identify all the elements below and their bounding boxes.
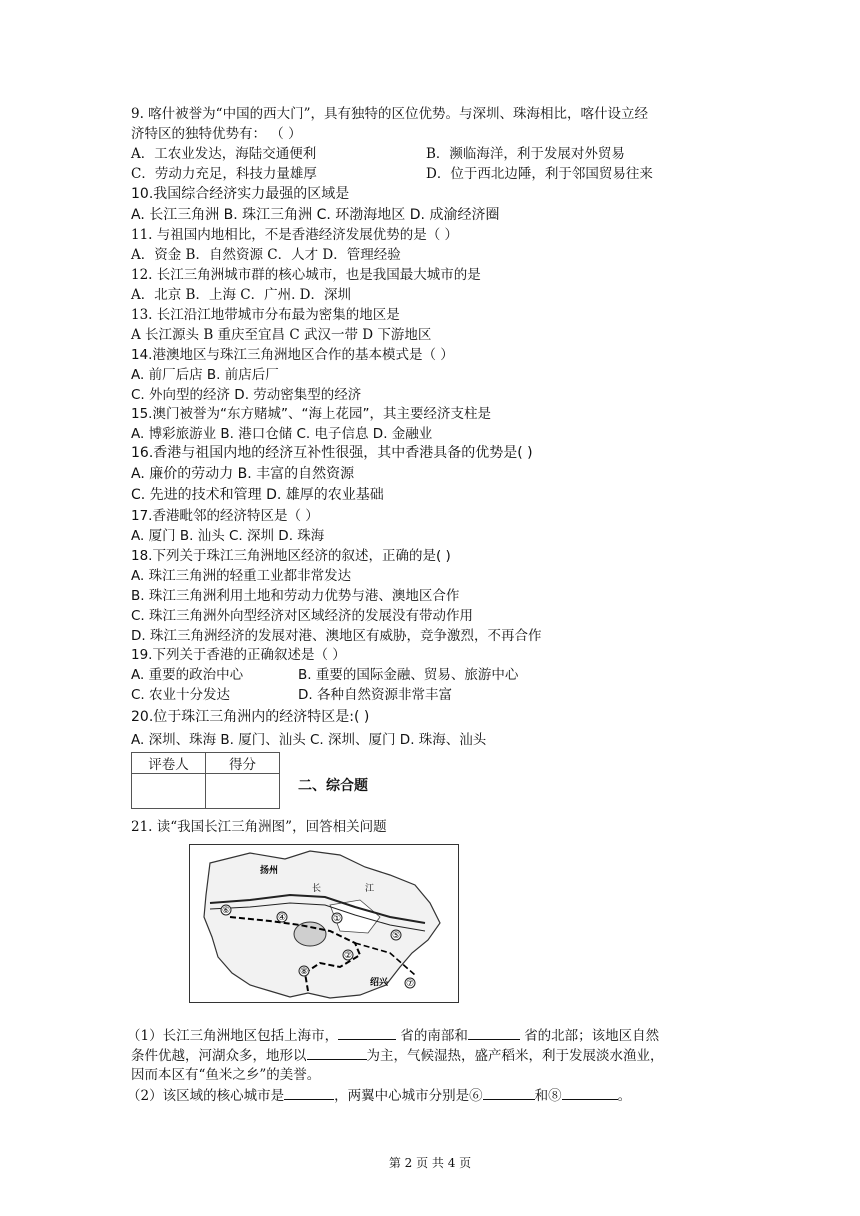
q9-option-b: B．濒临海洋，利于发展对外贸易 xyxy=(426,146,625,162)
q17-options: A. 厦门 B. 汕头 C. 深圳 D. 珠海 xyxy=(131,528,325,544)
q21-part1-line3: 因而本区有“鱼米之乡”的美誉。 xyxy=(131,1067,321,1083)
q11-options: A．资金 B．自然资源 C．人才 D．管理经验 xyxy=(131,247,401,263)
blank-core-city[interactable] xyxy=(284,1086,334,1100)
score-cell[interactable] xyxy=(206,774,280,809)
q9-option-d: D．位于西北边陲，利于邻国贸易往来 xyxy=(426,166,653,182)
q21-p1-text-c: 省的北部；该地区自然 xyxy=(524,1028,660,1044)
q14-options-cd: C. 外向型的经济 D. 劳动密集型的经济 xyxy=(131,387,362,403)
q17-stem: 17.香港毗邻的经济特区是（ ） xyxy=(131,508,319,524)
q19-option-a: A. 重要的政治中心 xyxy=(131,667,244,683)
label-shaoxing: 绍兴 xyxy=(370,978,389,988)
q11-stem: 11. 与祖国内地相比，不是香港经济发展优势的是（ ） xyxy=(131,227,459,243)
section-title: 二、综合题 xyxy=(298,778,368,794)
q19-option-d: D. 各种自然资源非常丰富 xyxy=(298,687,452,703)
score-header: 得分 xyxy=(206,753,280,774)
blank-terrain[interactable] xyxy=(307,1046,367,1060)
q21-part1-line1 xyxy=(127,1026,659,1045)
map-graphic xyxy=(190,845,458,1002)
q18-option-b: B. 珠江三角洲利用土地和劳动力优势与港、澳地区合作 xyxy=(131,588,460,604)
blank-city-8[interactable] xyxy=(562,1086,618,1100)
svg-text:⑤: ⑤ xyxy=(391,931,401,941)
q14-options-ab: A. 前厂后店 B. 前店后厂 xyxy=(131,367,279,383)
q21-p2-text-d: 。 xyxy=(617,1088,632,1104)
q13-options: A 长江源头 B 重庆至宜昌 C 武汉一带 D 下游地区 xyxy=(131,327,432,343)
blank-city-6[interactable] xyxy=(483,1086,535,1100)
reviewer-cell[interactable] xyxy=(132,774,206,809)
q12-stem: 12. 长江三角洲城市群的核心城市，也是我国最大城市的是 xyxy=(131,267,481,283)
svg-text:④: ④ xyxy=(277,913,287,923)
q15-stem: 15.澳门被誉为“东方赌城”、“海上花园”，其主要经济支柱是 xyxy=(131,406,491,422)
blank-province-1[interactable] xyxy=(338,1026,396,1040)
q14-stem: 14.港澳地区与珠江三角洲地区合作的基本模式是（ ） xyxy=(131,347,454,363)
q16-options-cd: C. 先进的技术和管理 D. 雄厚的农业基础 xyxy=(131,487,384,503)
q18-option-a: A. 珠江三角洲的轻重工业都非常发达 xyxy=(131,568,352,584)
score-table xyxy=(131,752,280,809)
svg-text:①: ① xyxy=(332,914,342,924)
q10-options: A. 长江三角洲 B. 珠江三角洲 C. 环渤海地区 D. 成渝经济圈 xyxy=(131,207,500,223)
svg-text:②: ② xyxy=(343,951,353,961)
label-yangzhou: 扬州 xyxy=(260,866,279,876)
page-footer: 第 2 页 共 4 页 xyxy=(388,1156,472,1170)
q9-option-a: A．工农业发达，海陆交通便利 xyxy=(131,146,317,162)
q19-option-b: B. 重要的国际金融、贸易、旅游中心 xyxy=(298,667,519,683)
yangtze-delta-map xyxy=(189,844,459,1003)
svg-text:⑦: ⑦ xyxy=(405,979,415,989)
q20-options: A. 深圳、珠海 B. 厦门、汕头 C. 深圳、厦门 D. 珠海、汕头 xyxy=(131,732,487,748)
taihu-lake xyxy=(294,922,326,946)
q21-p1-text-a: （1）长江三角洲地区包括上海市， xyxy=(127,1028,339,1044)
q21-intro: 21. 读“我国长江三角洲图”，回答相关问题 xyxy=(131,819,387,835)
q19-option-c: C. 农业十分发达 xyxy=(131,687,231,703)
q19-stem: 19.下列关于香港的正确叙述是（ ） xyxy=(131,647,346,663)
q15-options: A. 博彩旅游业 B. 港口仓储 C. 电子信息 D. 金融业 xyxy=(131,426,433,442)
label-chang: 长 xyxy=(312,884,322,894)
q12-options: A．北京 B．上海 C．广州. D．深圳 xyxy=(131,287,351,303)
blank-province-2[interactable] xyxy=(468,1026,520,1040)
land-outline xyxy=(204,851,440,998)
q9-stem-line1: 9. 喀什被誉为“中国的西大门”，具有独特的区位优势。与深圳、珠海相比，喀什设立经 xyxy=(131,106,648,122)
q18-stem: 18.下列关于珠江三角洲地区经济的叙述，正确的是( ) xyxy=(131,548,451,564)
q16-stem: 16.香港与祖国内地的经济互补性很强，其中香港具备的优势是( ) xyxy=(131,445,533,461)
q18-option-d: D. 珠江三角洲经济的发展对港、澳地区有威胁，竞争激烈，不再合作 xyxy=(131,628,542,644)
q9-option-c: C．劳动力充足，科技力量雄厚 xyxy=(131,166,317,182)
svg-text:⑥: ⑥ xyxy=(221,906,231,916)
q18-option-c: C. 珠江三角洲外向型经济对区域经济的发展没有带动作用 xyxy=(131,608,474,624)
reviewer-header: 评卷人 xyxy=(132,753,206,774)
label-jiang: 江 xyxy=(365,884,375,894)
q21-p1-text-e: 为主，气候湿热，盛产稻米，利于发展淡水渔业， xyxy=(366,1048,664,1064)
q21-p2-text-c: 和⑧ xyxy=(534,1088,562,1104)
q21-part2 xyxy=(127,1086,631,1105)
q10-stem: 10.我国综合经济实力最强的区域是 xyxy=(131,186,350,202)
svg-text:⑧: ⑧ xyxy=(299,967,309,977)
q21-p2-text-b: ，两翼中心城市分别是⑥ xyxy=(334,1088,483,1104)
q9-stem-line2: 济特区的独特优势有： （ ） xyxy=(131,126,302,142)
q13-stem: 13. 长江沿江地带城市分布最为密集的地区是 xyxy=(131,307,400,323)
q21-part1-line2 xyxy=(131,1046,664,1065)
q20-stem: 20.位于珠江三角洲内的经济特区是:( ) xyxy=(131,709,370,725)
q16-options-ab: A. 廉价的劳动力 B. 丰富的自然资源 xyxy=(131,466,355,482)
q21-p1-text-d: 条件优越，河湖众多，地形以 xyxy=(131,1048,307,1064)
q21-p2-text-a: （2）该区域的核心城市是 xyxy=(127,1088,285,1104)
q21-p1-text-b: 省的南部和 xyxy=(400,1028,468,1044)
